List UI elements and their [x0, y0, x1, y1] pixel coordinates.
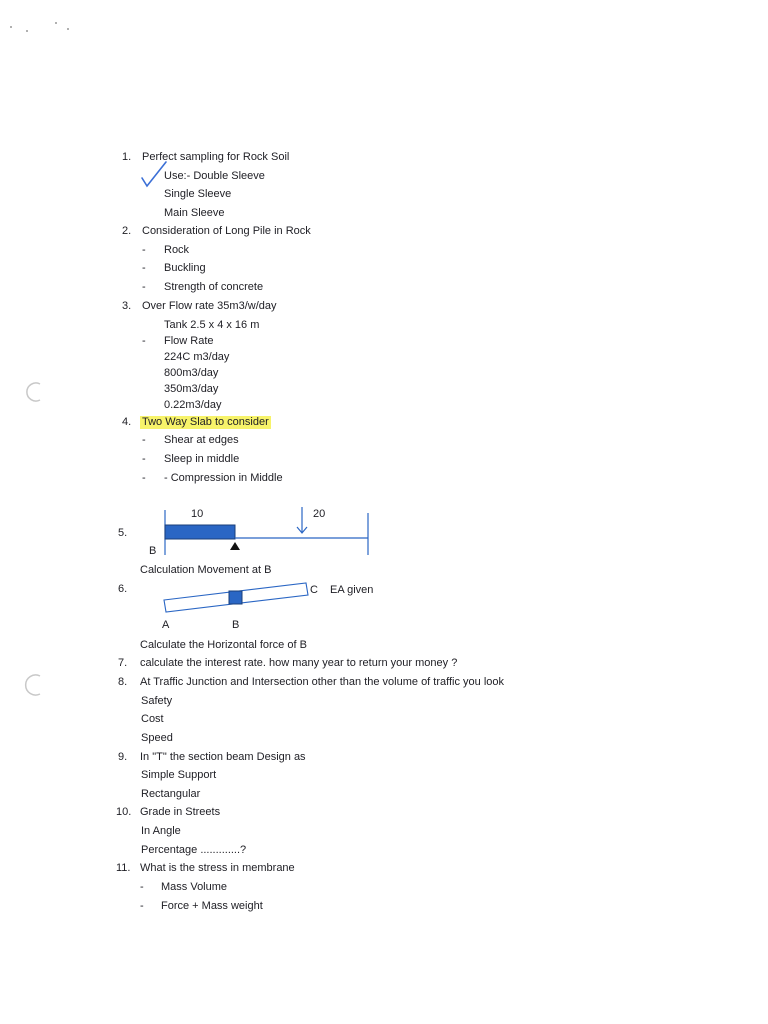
- item-number: 8.: [118, 676, 128, 688]
- sub-line: Speed: [141, 732, 173, 744]
- point-label: A: [162, 619, 170, 631]
- scan-speck: [10, 26, 12, 28]
- item-number: 1.: [122, 151, 132, 163]
- sub-line: Use:- Double Sleeve: [164, 170, 265, 182]
- rate-line: 0.22m3/day: [164, 399, 222, 411]
- item-number: 2.: [122, 225, 132, 237]
- rate-line: 800m3/day: [164, 367, 219, 379]
- scan-speck: [26, 30, 28, 32]
- item-title: Grade in Streets: [140, 806, 221, 818]
- sub-line: Single Sleeve: [164, 188, 232, 200]
- item-number: 3.: [122, 300, 132, 312]
- punch-hole: [22, 380, 46, 404]
- sub-line: Safety: [141, 695, 173, 707]
- item-title: In "T" the section beam Design as: [140, 751, 306, 763]
- inclined-member-diagram: [160, 580, 320, 620]
- bullet-text: Force + Mass weight: [161, 900, 263, 912]
- item-title: Consideration of Long Pile in Rock: [142, 225, 311, 237]
- item-number: 10.: [116, 806, 132, 818]
- bullet-text: Strength of concrete: [164, 281, 264, 293]
- item-number: 7.: [118, 657, 128, 669]
- item-title: calculate the interest rate. how many year to return your money ?: [140, 657, 458, 669]
- item-title: What is the stress in membrane: [140, 862, 295, 874]
- scan-speck: [55, 22, 57, 24]
- rate-line: 350m3/day: [164, 383, 219, 395]
- bullet-dash: -: [140, 900, 144, 912]
- highlighted-item-title: Two Way Slab to consider: [142, 416, 269, 428]
- load-label: 10: [191, 508, 204, 520]
- sub-line: Cost: [141, 713, 164, 725]
- bullet-dash: -: [142, 453, 146, 465]
- point-label: C: [310, 584, 318, 596]
- bullet-text: Rock: [164, 244, 190, 256]
- sub-line: Simple Support: [141, 769, 217, 781]
- item-title: Perfect sampling for Rock Soil: [142, 151, 290, 163]
- sub-line: Percentage .............?: [141, 844, 247, 856]
- item-number: 6.: [118, 583, 128, 595]
- beam-diagram: [150, 505, 380, 560]
- load-label: 20: [313, 508, 326, 520]
- item-number: 5.: [118, 527, 128, 539]
- diagram-caption: Calculation Movement at B: [140, 564, 272, 576]
- punch-hole: [20, 672, 46, 698]
- item-number: 11.: [116, 862, 131, 874]
- sub-line: Tank 2.5 x 4 x 16 m: [164, 319, 260, 331]
- scan-speck: [67, 28, 69, 30]
- sub-line: In Angle: [141, 825, 181, 837]
- bullet-dash: -: [142, 434, 146, 446]
- bullet-text: Mass Volume: [161, 881, 228, 893]
- diagram-caption: Calculate the Horizontal force of B: [140, 639, 307, 651]
- rate-line: 224C m3/day: [164, 351, 230, 363]
- bullet-text: Sleep in middle: [164, 453, 240, 465]
- bullet-text: Buckling: [164, 262, 206, 274]
- bullet-text: Shear at edges: [164, 434, 239, 446]
- item-number: 9.: [118, 751, 128, 763]
- support-label: B: [149, 545, 157, 557]
- bullet-text: - Compression in Middle: [164, 472, 283, 484]
- bullet-dash: -: [140, 881, 144, 893]
- point-label: B: [232, 619, 240, 631]
- sub-line: Main Sleeve: [164, 207, 225, 219]
- bullet-dash: -: [142, 472, 146, 484]
- bullet-dash: -: [142, 281, 146, 293]
- bullet-dash: -: [142, 244, 146, 256]
- sub-line: Rectangular: [141, 788, 201, 800]
- item-title: At Traffic Junction and Intersection other than the volume of traffic you look: [140, 676, 505, 688]
- item-title: Over Flow rate 35m3/w/day: [142, 300, 277, 312]
- bullet-text: Flow Rate: [164, 335, 214, 347]
- diagram-note: EA given: [330, 584, 374, 596]
- bullet-dash: -: [142, 262, 146, 274]
- item-number: 4.: [122, 416, 132, 428]
- bullet-dash: -: [142, 335, 146, 347]
